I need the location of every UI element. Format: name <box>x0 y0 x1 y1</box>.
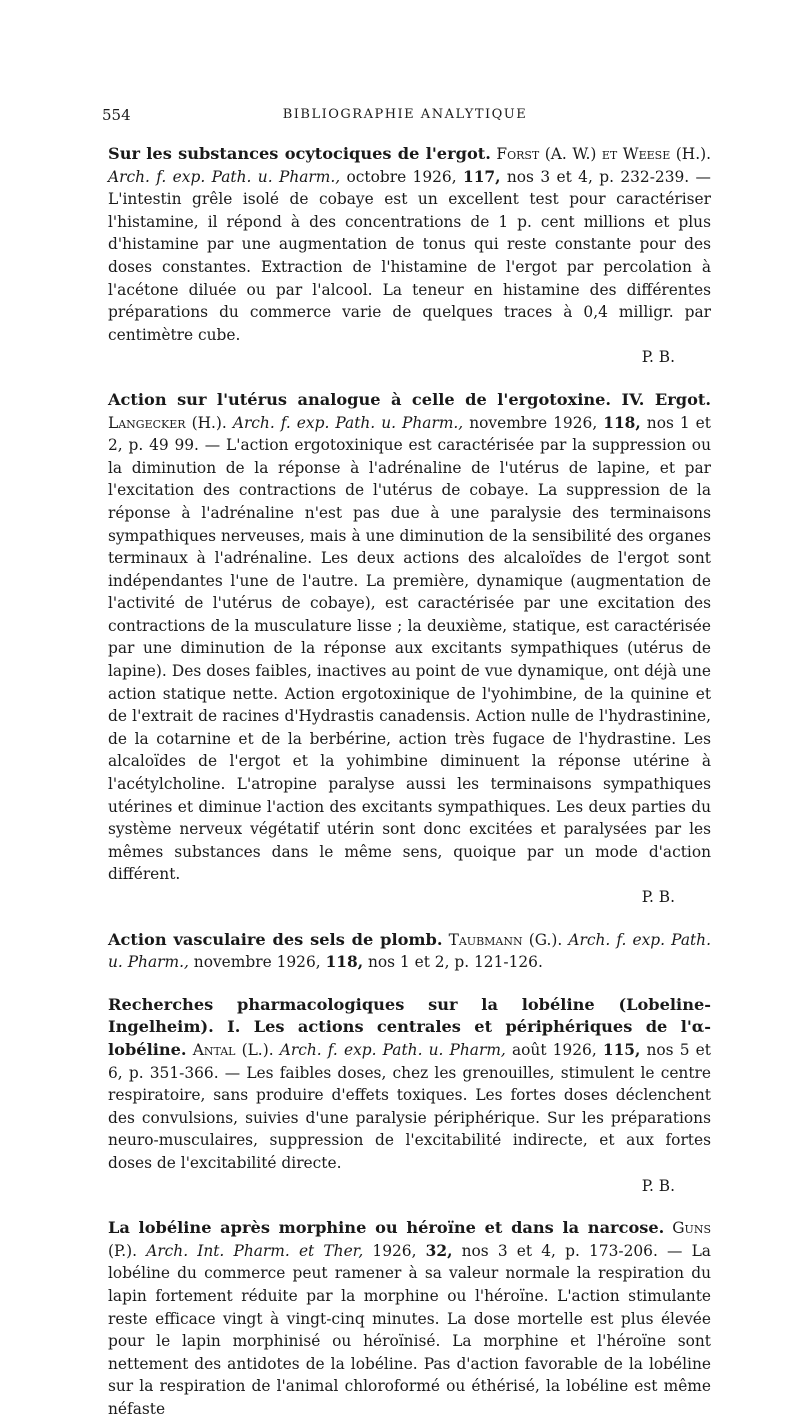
entry-date: août 1926, <box>511 1040 597 1059</box>
entry-journal: Arch. f. exp. Path. u. Pharm, <box>279 1040 506 1059</box>
entry-title: Recherches pharmacologiques sur la lobéline (Lobeline-Ingelheim). I. Les actions centrales et périphériques de l'α-lobéline. <box>108 994 711 1059</box>
page-number: 554 <box>102 106 131 124</box>
entry-authors: Antal (L.). <box>192 1040 274 1059</box>
entry-volume: 32, <box>425 1241 453 1260</box>
entry-authors: Taubmann (G.). <box>448 930 563 949</box>
entry-title: Action vasculaire des sels de plomb. <box>108 929 443 949</box>
entry-abstract: La lobéline du commerce peut ramener à sa valeur normale la respiration du lapin fortement réduite par la morphine ou l'héroïne. L'action stimulante reste efficace vingt à vingt-cinq minutes. La dose mortelle est plus élevée pour le lapin morphinisé ou héroïnisé. La morphine et l'héroïne sont nettement des antidotes de la lobéline. Pas d'action favorable de la lobéline sur la respiration de l'animal chloroformé ou éthérisé, la lobéline est même néfaste <box>108 1241 711 1418</box>
entry-lobeline-research <box>108 994 711 1197</box>
entry-body <box>108 389 711 886</box>
entry-lobeline-morphine <box>108 1217 711 1420</box>
entry-journal: Arch. f. exp. Path. u. Pharm., <box>108 167 341 186</box>
entry-date: 1926, <box>372 1241 417 1260</box>
entry-uterus-ergotoxine <box>108 389 711 909</box>
entry-abstract: L'intestin grêle isolé de cobaye est un excellent test pour caractériser l'histamine, il répond à des concentrations de 1 p. cent millions et plus d'histamine par une augmentation de tonus qui reste constante pour des doses constantes. Extraction de l'histamine de l'ergot par percolation à l'acétone diluée ou par l'alcool. La teneur en histamine des différentes préparations du commerce varie de quelques traces à 0,4 milligr. par centimètre cube. <box>108 190 711 344</box>
entry-authors: Forst (A. W.) et Weese (H.). <box>496 145 711 163</box>
entry-signature: P. B. <box>641 348 675 367</box>
entry-signature: P. B. <box>641 888 675 906</box>
entry-body <box>108 994 711 1175</box>
entry-volume: 115, <box>602 1040 641 1059</box>
entry-pages: nos 1 et 2, p. 49 99. — <box>108 413 711 455</box>
entry-journal: Arch. f. exp. Path. u. Pharm., <box>108 930 711 972</box>
bibliography-entries <box>108 143 711 1420</box>
entry-authors: Guns (P.). <box>108 1219 711 1260</box>
entry-pages: nos 1 et 2, p. 121-126. <box>367 953 543 972</box>
entry-title: Action sur l'utérus analogue à celle de l'ergotoxine. IV. Ergot. <box>108 389 711 409</box>
entry-date: novembre 1926, <box>469 413 598 432</box>
entry-body <box>108 143 711 346</box>
entry-title: La lobéline après morphine ou héroïne et dans la narcose. <box>108 1218 665 1238</box>
entry-journal: Arch. f. exp. Path. u. Pharm., <box>232 413 464 432</box>
page-header <box>102 106 708 130</box>
entry-journal: Arch. Int. Pharm. et Ther, <box>146 1241 364 1260</box>
entry-lead-salts <box>108 929 711 974</box>
entry-pages: nos 3 et 4, p. 173-206. — <box>461 1241 683 1260</box>
entry-authors: Langecker (H.). <box>108 413 227 432</box>
entry-volume: 118, <box>603 413 641 432</box>
entry-volume: 117, <box>463 167 501 186</box>
entry-abstract: L'action ergotoxinique est caractérisée par la suppression ou la diminution de la réponse à l'adrénaline de l'utérus de lapine, et par l'excitation des contractions de l'utérus de cobaye. La suppression de la réponse à l'adrénaline n'est pas due à une paralysie des terminaisons sympathiques nerveuses, mais à une diminution de la sensibilité des organes terminaux à l'adrénaline. Les deux actions des alcaloïdes de l'ergot sont indépendantes l'une de l'autre. La première, dynamique (augmentation de l'activité de l'utérus de cobaye), est caractérisée par une excitation des contractions de la musculature lisse ; la deuxième, statique, est caractérisée par une diminution de la réponse aux excitants sympathiques (utérus de lapine). Des doses faibles, inactives au point de vue dynamique, ont déjà une action statique nette. Action ergotoxinique de l'yohimbine, de la quinine et de l'extrait de racines d'Hydrastis canadensis. Action nulle de l'hydrastinine, de la cotarnine et de la berbérine, action très fugace de l'hydrastine. Les alcaloïdes de l'ergot et la yohimbine diminuent la réponse utérine à l'acétylcholine. L'atropine paralyse aussi les terminaisons sympathiques utérines et diminue l'action des excitants sympathiques. Les deux parties du système nerveux végétatif utérin sont donc excitées et paralysées par les mêmes substances dans le même sens, quoique par un mode d'action différent. <box>108 436 711 884</box>
entry-title: Sur les substances ocytociques de l'ergot. <box>108 144 491 163</box>
entry-abstract: Les faibles doses, chez les grenouilles, stimulent le centre respiratoire, sans produire d'effets toxiques. Les fortes doses déclenchent des convulsions, suivies d'une paralysie périphérique. Sur les préparations neuro-musculaires, suppression de l'excitabilité indirecte, et aux fortes doses de l'excitabilité directe. <box>108 1063 711 1172</box>
entry-signature: P. B. <box>641 1176 675 1195</box>
entry-pages: nos 5 et 6, p. 351-366. — <box>108 1040 711 1082</box>
entry-volume: 118, <box>325 953 364 972</box>
running-head: BIBLIOGRAPHIE ANALYTIQUE <box>282 107 528 122</box>
entry-date: octobre 1926, <box>346 167 457 186</box>
entry-body <box>108 929 711 974</box>
entry-date: novembre 1926, <box>193 953 321 972</box>
entry-body <box>108 1217 711 1420</box>
entry-ocytocic-substances <box>108 143 711 369</box>
entry-pages: nos 3 et 4, p. 232-239. — <box>506 167 711 186</box>
